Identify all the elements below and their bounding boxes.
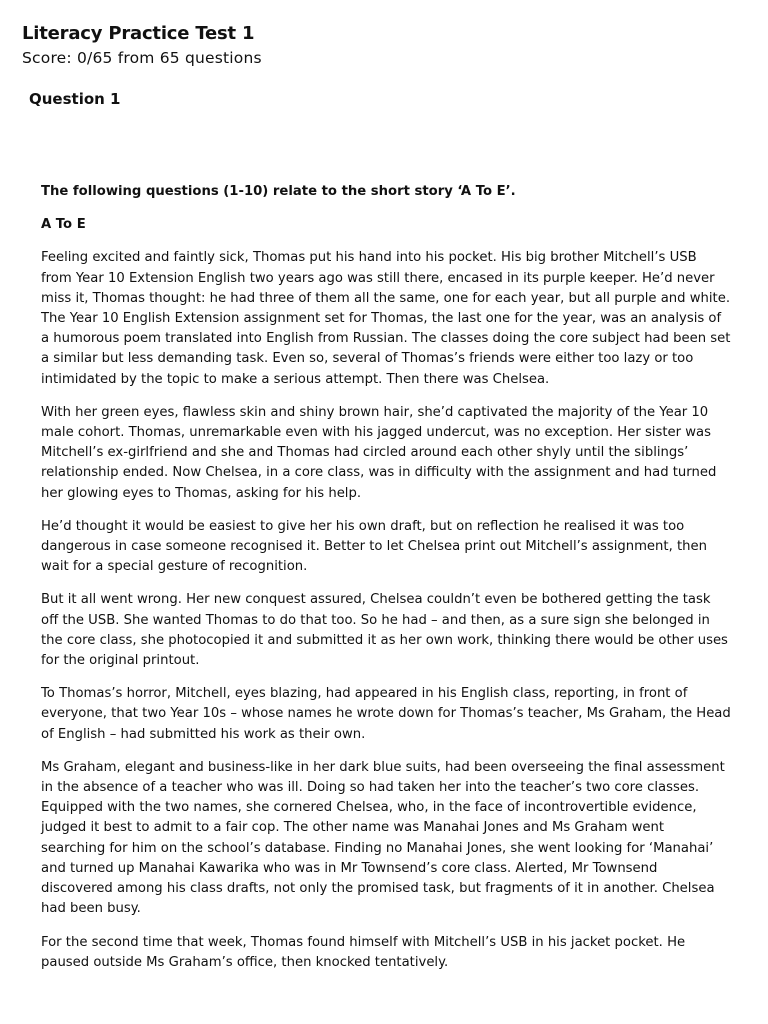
story-paragraph-5: To Thomas’s horror, Mitchell, eyes blazing, had appeared in his English class, reporting, in front of everyone, that two Year 10s – whose names he wrote down for Thomas’s teacher, Ms Graham, the Head of English – had submitted his work as their own. [41, 686, 731, 742]
story-paragraph-4: But it all went wrong. Her new conquest assured, Chelsea couldn’t even be bothered getting the task off the USB. She wanted Thomas to do that too. So he had – and then, as a sure sign she belonged in the core class, she photocopied it and submitted it as her own work, thinking there would be other uses for the original printout. [41, 592, 728, 669]
story-paragraph-7: For the second time that week, Thomas found himself with Mitchell’s USB in his jacket pocket. He paused outside Ms Graham’s office, then knocked tentatively. [41, 934, 686, 970]
story-paragraph-3: He’d thought it would be easiest to give her his own draft, but on reflection he realised it was too dangerous in case someone recognised it. Better to let Chelsea print out Mitchell’s assignment, then wait for a special gesture of recognition. [41, 518, 707, 575]
question-intro: The following questions (1-10) relate to the short story ‘A To E’. [41, 184, 516, 199]
story-title: A To E [41, 217, 86, 233]
story-paragraph-1: Feeling excited and faintly sick, Thomas put his hand into his pocket. His big brother Mitchell’s USB from Year 10 Extension English two years ago was still there, encased in its purple keeper. He’d never miss it, Thomas thought: he had three of them all the same, one for each year, but all purple and white. The Year 10 English Extension assignment set for Thomas, the last one for the year, was an analysis of a humorous poem translated into English from Russian. The classes doing the core subject had been set a similar but less demanding task. Even so, several of Thomas’s friends were either too lazy or too intimidated by the topic to make a serious attempt. Then there was Chelsea. [41, 250, 731, 387]
story-paragraph-6: Ms Graham, elegant and business-like in her dark blue suits, had been overseeing the final assessment in the absence of a teacher who was ill. Doing so had taken her into the teacher’s two core classes. Equipped with the two names, she cornered Chelsea, who, in the face of incontrovertible evidence, judged it best to admit to a fair cop. The other name was Manahai Jones and Ms Graham went searching for him on the school’s database. Finding no Manahai Jones, she went looking for ‘Manahai’ and turned up Manahai Kawarika who was in Mr Townsend’s core class. Alerted, Mr Townsend discovered among his class drafts, not only the promised task, but fragments of it in another. Chelsea had been busy. [41, 759, 725, 917]
score-line: Score: 0/65 from 65 questions [22, 49, 262, 67]
question-heading: Question 1 [29, 90, 121, 108]
test-title: Literacy Practice Test 1 [22, 23, 255, 44]
story-paragraph-2: With her green eyes, flawless skin and shiny brown hair, she’d captivated the majority of the Year 10 male cohort. Thomas, unremarkable even with his jagged undercut, was no exception. Her sister was Mitchell’s ex-girlfriend and she and Thomas had circled around each other shyly until the siblings’ relationship ended. Now Chelsea, in a core class, was in difficulty with the assignment and had turned her glowing eyes to Thomas, asking for his help. [41, 404, 717, 501]
test-header [22, 22, 742, 68]
story-passage [41, 182, 731, 986]
